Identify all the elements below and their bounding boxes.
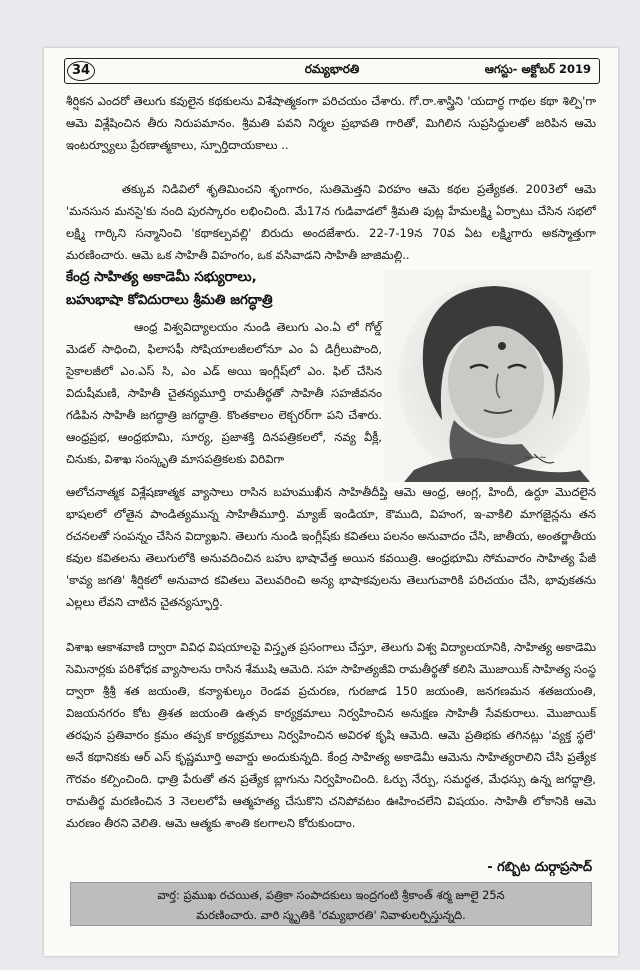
magazine-name: రమ్యభారతి: [304, 62, 360, 76]
portrait-photo: [384, 270, 590, 482]
bio-paragraph: ఆంధ్ర విశ్వవిద్యాలయం నుండి తెలుగు ఎం.ఏ లో గోల్డ్ మెడల్ సాధించి, ఫిలాసఫీ సోషియాలజీలలోనూ ఎం ఏ డిగ్రీలుపొంది, సైకాలజీలో ఎం.ఎస్ సి, ఎం ఎడ్ అయి ఇంగ్లీష్‌లో ఎం. ఫిల్ చేసిన విదుషీమణి, సాహితీ చైతన్యమూర్తి రామతీర్థతో సాహితీ సహజీవనం గడిపిన సాహితీ జగద్ధాత్రి జగద్ధాత్రి. కొంతకాలం లెక్చరర్‌గా పని చేశారు. ఆంధ్రప్రభ, ఆంధ్రభూమి, సూర్య, ప్రజాశక్తి దినపత్రికలలో, నవ్య వీక్లీ, చినుకు, విశాఖ సంస్కృతి మాసపత్రికలకు విరివిగా: [66, 320, 382, 466]
magazine-page: [44, 48, 618, 956]
intro-paragraph: శీర్షికన ఎందరో తెలుగు కవులైన కథకులను విశేషాత్మకంగా పరిచయం చేశారు. గో.రా.శాస్త్రిని 'యదార్ధ గాథల కథా శిల్పి'గా ఆమె విశ్లేషించిన తీరు నిరుపమానం. శ్రీమతి పవని నిర్మల ప్రభావతి గారితో, మిగిలిన సుప్రసిద్ధులతో జరిపిన ఆమె ఇంటర్వ్యూలు ప్రేరణాత్మకాలు, స్పూర్తిదాయకాలు ..: [66, 94, 596, 152]
issue-date: ఆగస్టు- అక్టోబర్ 2019: [484, 62, 591, 76]
continuation-paragraph: ఆలోచనాత్మక విశ్లేషణాత్మక వ్యాసాలు రాసిన బహుముఖీన సాహితీదీప్తి ఆమె ఆంధ్ర, ఆంగ్ల, హిందీ, ఉర్దూ మొదలైన భాషలలో లోతైన పాండిత్యమున్న సాహితీమూర్తి. మ్యాజ్ ఇండియా, కౌముది, విహంగ, ఇ-వాకిలి మాగజైన్లను తన రచనలతో సంపన్నం చేసిన విద్యాఖని. తెలుగు నుండి ఇంగ్లీష్‌కు కవితలు పలనం అనువాదం చేసి, జాతీయ, అంతర్జాతీయ కవుల కవితలను తెలుగులోకి అనువదించిన బహు భాషావేత్త అయిన కవయిత్రి. ఆంధ్రభూమి సోమవారం సాహిత్య పేజీ 'కావ్య జగతి' శీర్షికలో అనువాద కవితలు వెలువరించి అన్య భాషాకవులను తెలుగువారికి పరిచయం చేసి, భావుకతను ఎల్లలు లేవని చాటిన చైతన్యస్ఫూర్తి.: [66, 485, 596, 609]
page-number: 34: [67, 61, 95, 81]
author-signature: - గబ్బిట దుర్గాప్రసాద్: [487, 860, 592, 875]
portrait-sketch-icon: [384, 270, 590, 482]
svg-text:~~~: ~~~: [524, 453, 547, 463]
notice-line2: మరణించారు. వారి స్మృతికి 'రమ్యభారతి' నివాళులర్పిస్తున్నది.: [196, 908, 466, 922]
section-heading-line1: కేంద్ర సాహిత్య అకాడెమీ సభ్యురాలు,: [66, 269, 257, 285]
second-paragraph: తక్కువ నిడివిలో శృతిమించని శృంగారం, సుతిమెత్తని విరహం ఆమె కథల ప్రత్యేకత. 2003లో ఆమె 'మనసున మనసై'కు నంది పురస్కారం లభించింది. మే17న గుడివాడలో శ్రీమతి పుట్ల హేమలక్ష్మి ఏర్పాటు చేసిన సభలో లక్ష్మి గార్కిని సన్మానించి 'కథాకల్పవల్లి' బిరుదు అందజేశారు. 22-7-19న 70వ ఏట లక్ష్మిగారు అకస్మాత్తుగా మరణించారు. ఆమె ఒక సాహితీ విహంగం, ఒక వసివాడని సాహితీ జాజిమల్లి..: [66, 182, 596, 262]
section-heading: [66, 266, 386, 312]
notice-line1: వార్త: ప్రముఖ రచయిత, పత్రికా సంపాదకులు ఇంద్రగంటి శ్రీకాంత్ శర్మ జూలై 25న: [157, 888, 505, 902]
news-notice-box: [70, 882, 592, 926]
page-header: [64, 58, 600, 84]
final-paragraph: విశాఖ ఆకాశవాణి ద్వారా వివిధ విషయాలపై విస్తృత ప్రసంగాలు చేస్తూ, తెలుగు విశ్వ విద్యాలయానికి, సాహిత్య అకాడెమి సెమినార్లకు పరిశోధక వ్యాసాలను రాసిన శేముషి ఆమెది. సహ సాహిత్యజీవి రామతీర్థతో కలిసి మొజాయిక్ సాహిత్య సంస్థ ద్వారా శ్రీశ్రీ శత జయంతి, కన్యాశుల్కం రెండవ ప్రచురణ, గురజాడ 150 జయంతి, జనగణమన శతజయంతి, విజయనగరం కోట త్రిశత జయంతి ఉత్సవ కార్యక్రమాలు నిర్వహించిన అనుక్షణ సాహితీ సేవకురాలు. మొజాయిక్ తరఫున ప్రతివారం క్రమం తప్పక కార్యక్రమాలు నిర్వహించిన అవిరళ కృషి ఆమెది. ఆమె ప్రతిభకు తగినట్లు 'వ్యక్త స్థలే' అనే కథానికకు ఆర్ ఎస్ కృష్ణమూర్తి అవార్డు అందుకున్నది. కేంద్ర సాహిత్య అకాడెమీ ఆమెను సాహిత్యరాలిని చేసి ప్రత్యేక గౌరవం కల్పించింది. ధాత్రి పేరుతో తన ప్రత్యేక బ్లాగును నిర్వహించింది. ఓర్పు నేర్పు, సమర్థత, మేధస్సు ఉన్న జగద్ధాత్రి, రామతీర్థ మరణించిన 3 నెలలలోపే ఆత్మహత్య చేసుకొని చనిపోవటం ఊహించలేని విషయం. సాహితీ లోకానికి ఆమె మరణం తీరని వెలితి. ఆమె ఆత్మకు శాంతి కలగాలని కోరుకుందాం.: [66, 640, 596, 830]
section-heading-line2: బహుభాషా కోవిదురాలు శ్రీమతి జగద్ధాత్రి: [66, 292, 273, 308]
